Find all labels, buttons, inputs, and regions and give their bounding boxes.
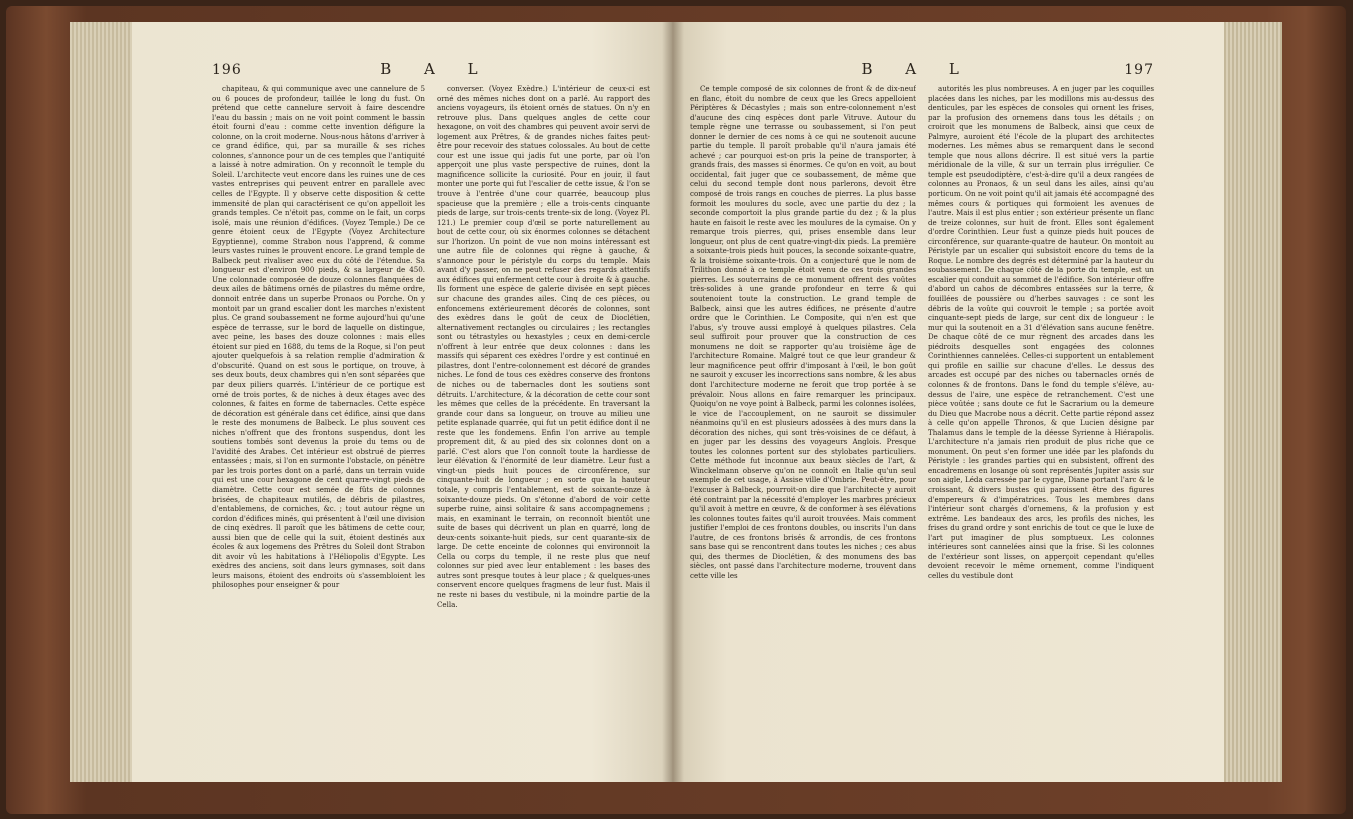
right-column-2-text: autorités les plus nombreuses. A en juger par les coquilles placées dans les niches, par les modillons mis au-dessus des denticules, par les espèces de consoles qui ornent les frises, par la profusion des ornemens dans tous les détails ; on croiroit que les monumens de Balbeck, ainsi que ceux de Palmyre, auroient été l'école de la plupart des architectes modernes. Les mêmes abus se remarquent dans le second temple que nous allons décrire. Il est situé vers la partie méridionale de la ville, & sur un terrain plus irrégulier. Ce temple est pseudodiptère, c'est-à-dire qu'il a deux rangées de colonnes au Pronaos, & un seul dans les ailes, ainsi qu'au porticum. On ne voit point qu'il ait jamais été accompagné des mêmes cours & portiques qui formoient les avenues de l'autre. Mais il est plus entier ; son extérieur présente un flanc de treize colonnes, sur huit de front. Elles sont également d'ordre Corinthien. Leur fust a quinze pieds huit pouces de circonférence, sur quarante-quatre de hauteur. On montoit au Péristyle par un escalier qui subsistoit encore du tems de la Roque. Le nombre des degrés est déterminé par la hauteur du soubassement. De chaque côté de la porte du temple, est un escalier qui conduit au sommet de l'édifice. Son intérieur offre d'abord un cahos de décombres entassées sur la terre, & fouillées de poussière ou d'herbes sauvages : ce sont les débris de la voûte qui couvroit le temple ; sa portée avoit cinquante-sept pieds de large, sur cent dix de longueur : le mur qui la soutenoit en a 31 d'élévation sans aucune fenêtre. De chaque côté de ce mur règnent des arcades dans les piédroits desquelles sont engagées des colonnes Corinthiennes cannelées. Celles-ci supportent un entablement qui profile en saillie sur chacune d'elles. Le dessus des arcades est occupé par des niches ou tabernacles ornés de colonnes & de frontons. Dans le fond du temple s'élève, au-dessus de l'aire, une espèce de retranchement. C'est une pièce voûtée ; sans doute ce fut le Sacrarium ou la demeure du Dieu que Macrobe nous a décrit. Cette partie répond assez à celle qu'on appelle Thronos, & que Lucien désigne par Thalamus dans le temple de la déesse Syrienne à Hiérapolis. L'architecture n'a jamais rien produit de plus riche que ce monument. On peut s'en former une idée par les plafonds du Péristyle : les grandes parties qui en subsistent, offrent des encadremens en losange où sont représentés Jupiter assis sur son aigle, Léda caressée par le cygne, Diane portant l'arc & le croissant, & divers bustes qui paroissent être des figures d'empereurs & d'impératrices. Tous les membres dans l'intérieur sont chargés d'ornemens, & la profusion y est extrême. Les bandeaux des arcs, les profils des niches, les frises du grand ordre y sont enrichis de tout ce que le luxe de l'art put imaginer de plus somptueux. Les colonnes intérieures sont cannelées ainsi que la frise. Si les colonnes de l'extérieur sont lisses, on apperçoit cependant qu'elles devoient recevoir le même ornement, comme l'indiquent celles du vestibule dont	[928, 84, 1154, 580]
left-page	[132, 22, 672, 782]
right-column-2	[928, 84, 1154, 774]
right-page	[672, 22, 1224, 782]
left-page-columns	[212, 84, 650, 774]
page-edges-right	[1222, 22, 1282, 782]
left-column-2-text: converser. (Voyez Exèdre.) L'intérieur de ceux-ci est orné des mêmes niches dont on a parlé. Au rapport des anciens voyageurs, ils étoient ornés de statues. On n'y en retrouve plus. Dans quelques angles de cette cour hexagone, on voit des chambres qui peuvent avoir servi de logement aux Prêtres, & de grandes niches faites peut-être pour recevoir des statues colossales. Au bout de cette cour est une issue qui jadis fut une porte, par où l'on apperçoit une plus vaste perspective de ruines, dont la magnificence sollicite la curiosité. Pour en jouir, il faut monter une porte qui fut l'escalier de cette issue, & l'on se trouve à l'entrée d'une cour quarrée, beaucoup plus spacieuse que la première ; elle a trois-cents cinquante pieds de large, sur trois-cents trente-six de long. (Voyez Pl. 121.) Le premier coup d'œil se porte naturellement au bout de cette cour, où six énormes colonnes se détachent sur l'horizon. Un point de vue non moins intéressant est une autre file de colonnes qui règne à gauche, & s'annonce pour le péristyle du corps du temple. Mais avant d'y passer, on ne peut refuser des regards attentifs aux édifices qui enferment cette cour à droite & à gauche. Ils forment une espèce de galerie divisée en sept pièces sur chacune des grandes ailes. Cinq de ces pièces, ou enfoncemens extérieurement décorés de colonnes, sont des exèdres dans le goût de ceux de Dioclétien, alternativement rectangles ou circulaires ; les rectangles sont ou tétrastyles ou hexastyles ; ceux en demi-cercle n'offrent à leur entrée que deux colonnes : dans les massifs qui séparent ces exèdres l'ordre y est continué en pilastres, dont l'entre-colonnement est décoré de grandes niches. Le fond de tous ces exèdres conserve des frontons de niches ou de tabernacles dont les soutiens sont détruits. L'architecture, & la décoration de cette cour sont les mêmes que celles de la précédente. En traversant la grande cour dans sa longueur, on trouve au milieu une petite esplanade quarrée, qui fut un petit édifice dont il ne reste que les fondemens. Enfin l'on arrive au temple proprement dit, & au pied des six colonnes dont on a parlé. C'est alors que l'on connoît toute la hardiesse de leur élévation & l'énormité de leur diamètre. Leur fust a vingt-un pieds huit pouces de circonférence, sur cinquante-huit de longueur ; en sorte que la hauteur totale, y compris l'entablement, est de soixante-onze à soixante-douze pieds. On s'étonne d'abord de voir cette superbe ruine, ainsi solitaire & sans accompagnemens ; mais, en examinant le terrain, on reconnoît bientôt une suite de bases qui décrivent un plan en quarré, long de deux-cents soixante-huit pieds, sur cent quarante-six de large. De cette enceinte de colonnes qui environnoit la Cella ou corps du temple, il ne reste plus que neuf colonnes sur pied avec leur entablement : les bases des autres sont presque toutes à leur place ; & quelques-unes conservent encore quelques fragmens de leur fust. Mais il ne reste ni bases du vestibule, ni la moindre partie de la Cella.	[437, 84, 650, 609]
left-column-1-text: chapiteau, & qui communique avec une cannelure de 5 ou 6 pouces de profondeur, taillée le long du fust. On prétend que cette cannelure servoit à faire descendre l'eau du bassin ; mais on ne voit point comment le bassin étoit fourni d'eau : comme cette invention défigure la colonne, on la croit moderne. Nous-nous hâtons d'arriver à ce grand édifice, qui, par sa muraille & ses riches colonnes, s'annonce pour un de ces temples que l'antiquité a laissé à notre admiration. On y reconnoît le temple du Soleil. L'architecte veut encore dans les ruines une de ces vastes entreprises qui peuvent entrer en parallele avec celles de l'Egypte. Il y observe cette disposition & cette immensité de plan qui caractérisent ce qu'on appelloit les grands temples. Ce n'étoit pas, comme on le fait, un corps isolé, mais une réunion d'édifices. (Voyez Temple.) De ce genre étoient ceux de l'Egypte (Voyez Architecture Egyptienne), comme Strabon nous l'apprend, & comme leurs vastes ruines le prouvent encore. Le grand temple de Balbeck peut rivaliser avec eux du côté de l'étendue. Sa longueur est d'environ 900 pieds, & sa largeur de 450. Une colonnade composée de douze colonnes flanquées de deux ailes de bâtimens ornés de pilastres du même ordre, donnoit entrée dans un superbe Pronaos ou Porche. On y montoit par un grand escalier dont les marches n'existent plus. Ce grand soubassement ne forme aujourd'hui qu'une espèce de terrasse, sur le bord de laquelle on distingue, avec peine, les bases des douze colonnes : mais elles étoient sur pied en 1688, du tems de la Roque, si l'on peut ajouter quelquefois à sa relation remplie d'admiration & d'obscurité. Quand on est sous le portique, on trouve, à ses deux bouts, deux chambres qui n'en sont séparées que par deux piliers quarrés. L'intérieur de ce portique est orné de trois portes, & de niches à deux étages avec des colonnes, & faites en forme de tabernacles. Cette espèce de décoration est générale dans cet édifice, ainsi que dans le reste des monumens de Balbeck. Le plus souvent ces niches n'offrent que des frontons suspendus, dont les soutiens tombés sont devenus la proie du tems ou de l'avidité des Arabes. Cet intérieur est obstrué de pierres entassées ; mais, si l'on en surmonte l'obstacle, on pénètre par les trois portes dont on a parlé, dans un terrain vuide qui est une cour hexagone de cent quarre-vingt pieds de diamètre. Cette cour est semée de fûts de colonnes brisées, de chapiteaux mutilés, de débris de pilastres, d'entablemens, de corniches, &c. ; tout autour règne un cordon d'édifices minés, qui présentent à l'œil une division de cinq exèdres. Il paroît que les bâtimens de cette cour, aussi bien que de celle qui la suit, étoient destinés aux écoles & aux logemens des Prêtres du Soleil dont Strabon dit avoir vû les habitations à l'Héliopolis d'Egypte. Les exèdres des anciens, soit dans leurs gymnases, soit dans leurs maisons, étoient des endroits où s'assembloient les philosophes pour enseigner & pour	[212, 84, 425, 590]
page-edges-left	[70, 22, 140, 782]
left-page-number: 196	[212, 62, 242, 78]
right-page-number: 197	[1124, 62, 1154, 78]
right-running-head: B A L	[861, 60, 973, 78]
book-gutter	[662, 22, 684, 782]
right-page-columns	[690, 84, 1154, 774]
left-column-1	[212, 84, 425, 774]
left-page-header	[212, 60, 650, 78]
right-column-1-text: Ce temple composé de six colonnes de front & de dix-neuf en flanc, étoit du nombre de ceux que les Grecs appelloient Périptères & Décastyles ; mais son entre-colonnement n'est d'aucune des cinq espèces dont parle Vitruve. Autour du temple règne une terrasse ou soubassement, si l'on peut donner le dernier de ces noms à ce qui ne soutenoit aucune partie du temple. Il paroît probable qu'il n'aura jamais été achevé ; car pourquoi est-on pris la peine de transporter, à grands frais, des masses si énormes. Ce qu'on en voit, au bout occidental, fait juger que ce soubassement, de même que celui du second temple dont nous parlerons, devoit être composé de trois rangs en couches de pierres. La plus basse formoit les moulures du socle, avec une partie du dez ; la seconde comportoit la plus grande partie du dez ; & la plus haute en faisoit le reste avec les moulures de la cymaise. On y remarque trois pierres, qui, prises ensemble dans leur longueur, ont plus de cent quatre-vingt-dix pieds. La première a soixante-trois pieds huit pouces, la seconde soixante-quatre, & la troisième soixante-trois. On a conjecturé que le nom de Trilithon donné à ce temple étoit venu de ces trois grandes pierres. Les souterrains de ce monument offrent des voûtes très-solides à une grande profondeur en terre & qui soutenoient toute la construction. Le grand temple de Balbeck, ainsi que les autres édifices, ne présente d'autre ordre que le Corinthien. Le Composite, qui n'en est que l'abus, s'y trouve aussi employé à quelques pilastres. Cela seul suffiroit pour prouver que la construction de ces monumens ne doit se rapporter qu'au troisième âge de l'architecture Romaine. Malgré tout ce que leur grandeur & leur magnificence peut offrir d'imposant à l'œil, le bon goût ne sauroit y excuser les incorrections sans nombre, & les abus dont l'architecture moderne ne feroit que trop portée à se prévaloir. Nous allons en faire remarquer les principaux. Quoiqu'on ne voye point à Balbeck, parmi les colonnes isolées, le vice de l'accouplement, on ne sauroit se dissimuler néanmoins qu'il en est plusieurs adossées à des murs dans la décoration des niches, qui sont très-voisines de ce défaut, à en juger par les dessins des voyageurs Anglois. Presque toutes les colonnes portent sur des stylobates particuliers. Cette méthode fut inconnue aux beaux siècles de l'art, & Winckelmann observe qu'on ne connoît en Italie qu'un seul exemple de cet usage, à Assise ville d'Ombrie. Peut-être, pour l'excuser à Balbeck, pourroit-on dire que l'architecte y auroit été contraint par la nécessité d'employer les marbres précieux qu'il avoit à mettre en œuvre, & de conformer à ses élévations les colonnes toutes faites qu'il auroit trouvées. Mais comment justifier l'emploi de ces frontons doubles, ou inscrits l'un dans l'autre, de ces frontons brisés & arrondis, de ces frontons sans base qui se rencontrent dans toutes les niches ; ces abus qui, des thermes de Dioclétien, & des monumens des bas siècles, ont passé dans l'architecture moderne, trouvent dans cette ville les	[690, 84, 916, 580]
right-column-1	[690, 84, 916, 774]
left-running-head: B A L	[380, 60, 492, 78]
left-column-2	[437, 84, 650, 774]
right-page-header	[690, 60, 1154, 78]
